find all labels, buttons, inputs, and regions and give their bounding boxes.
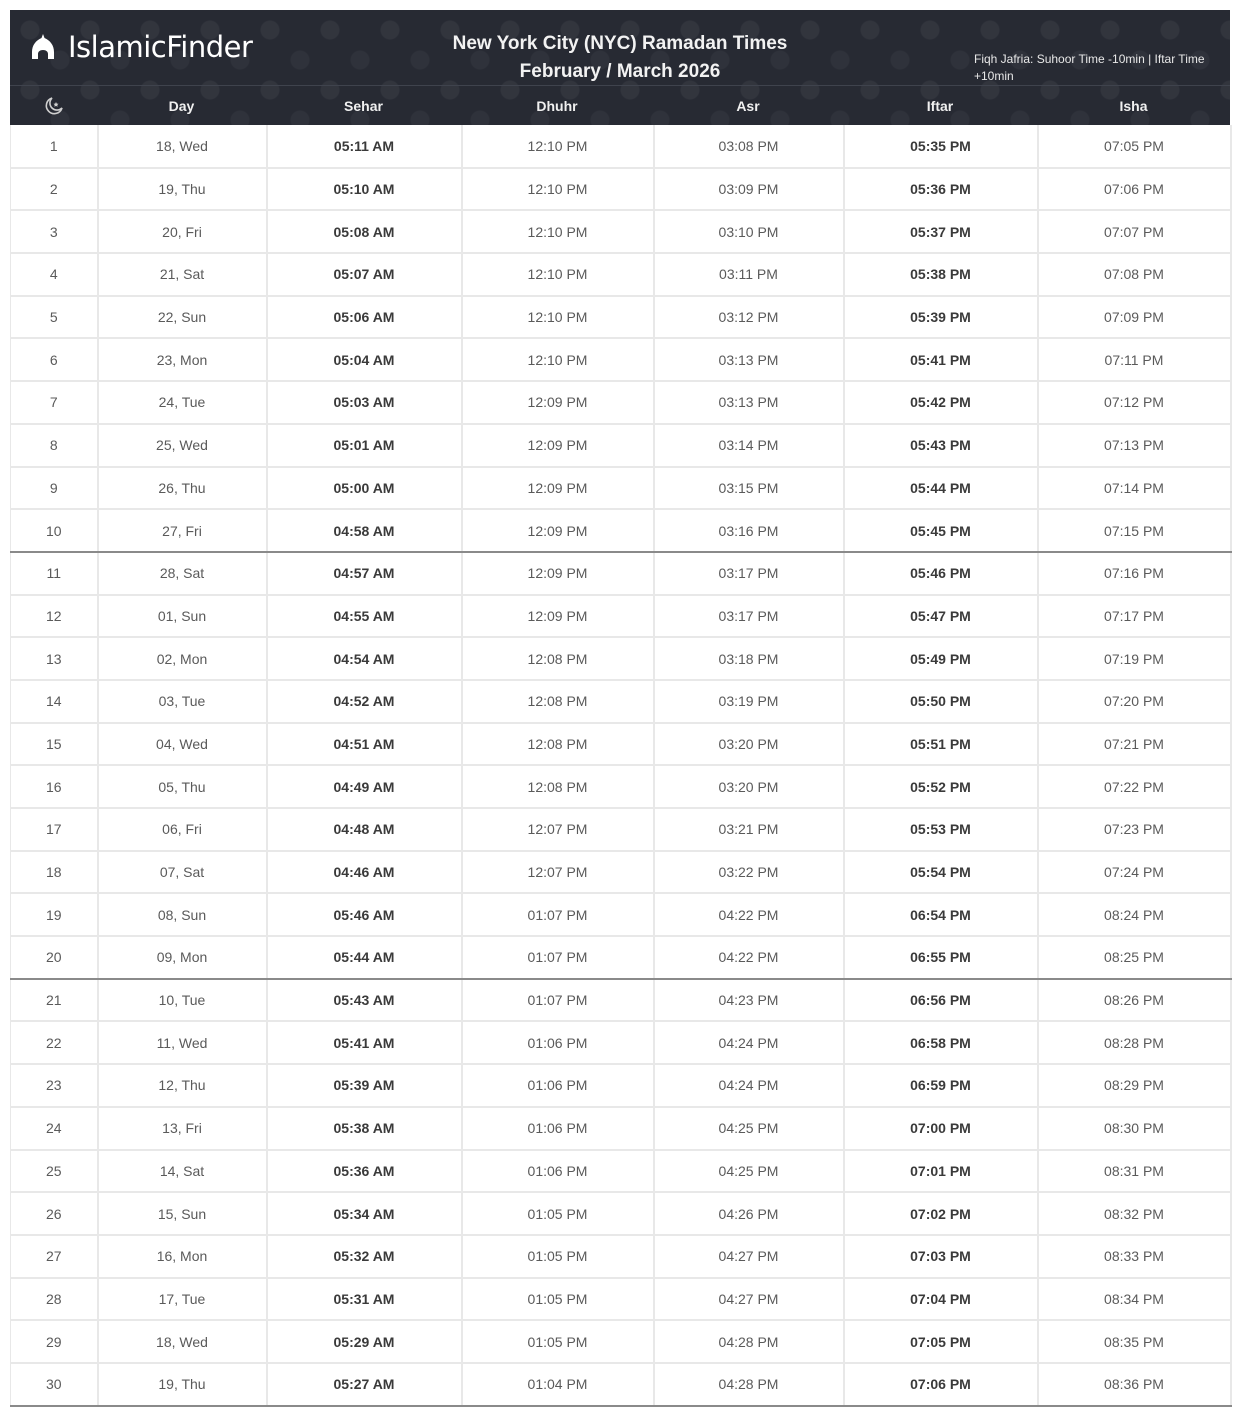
asr-time: 03:20 PM <box>654 765 844 808</box>
iftar-time: 07:06 PM <box>844 1363 1038 1406</box>
table-row <box>11 338 1231 381</box>
asr-time: 03:16 PM <box>654 509 844 552</box>
calendar-day: 25, Wed <box>98 424 267 467</box>
iftar-time: 05:49 PM <box>844 637 1038 680</box>
ramadan-day-number: 9 <box>11 467 98 510</box>
sehar-time: 04:51 AM <box>267 723 462 766</box>
isha-time: 07:20 PM <box>1038 680 1231 723</box>
ramadan-day-number: 1 <box>11 125 98 168</box>
page-title <box>420 30 820 86</box>
asr-time: 03:09 PM <box>654 168 844 211</box>
sehar-time: 05:39 AM <box>267 1064 462 1107</box>
table-row <box>11 1107 1231 1150</box>
asr-time: 03:19 PM <box>654 680 844 723</box>
asr-time: 04:27 PM <box>654 1278 844 1321</box>
column-header-dhuhr: Dhuhr <box>536 97 578 114</box>
isha-time: 07:05 PM <box>1038 125 1231 168</box>
timetable-body <box>11 125 1231 1406</box>
iftar-time: 07:01 PM <box>844 1150 1038 1193</box>
dhuhr-time: 01:07 PM <box>462 893 654 936</box>
isha-time: 07:19 PM <box>1038 637 1231 680</box>
column-header-sehar: Sehar <box>344 97 383 114</box>
sehar-time: 05:36 AM <box>267 1150 462 1193</box>
table-row <box>11 1235 1231 1278</box>
ramadan-day-number: 26 <box>11 1192 98 1235</box>
table-row <box>11 381 1231 424</box>
isha-time: 08:26 PM <box>1038 979 1231 1022</box>
isha-time: 08:30 PM <box>1038 1107 1231 1150</box>
calendar-day: 03, Tue <box>98 680 267 723</box>
dhuhr-time: 12:09 PM <box>462 509 654 552</box>
dhuhr-time: 12:09 PM <box>462 467 654 510</box>
asr-time: 03:13 PM <box>654 338 844 381</box>
dhuhr-time: 12:09 PM <box>462 595 654 638</box>
ramadan-day-number: 8 <box>11 424 98 467</box>
sehar-time: 05:04 AM <box>267 338 462 381</box>
fiqh-note: Fiqh Jafria: Suhoor Time -10min | Iftar Time +10min <box>974 52 1205 83</box>
ramadan-day-number: 19 <box>11 893 98 936</box>
column-header-asr: Asr <box>736 97 760 114</box>
dhuhr-time: 12:10 PM <box>462 125 654 168</box>
iftar-time: 06:54 PM <box>844 893 1038 936</box>
ramadan-day-number: 6 <box>11 338 98 381</box>
dhuhr-time: 01:06 PM <box>462 1021 654 1064</box>
dhuhr-time: 01:04 PM <box>462 1363 654 1406</box>
asr-time: 03:15 PM <box>654 467 844 510</box>
iftar-time: 05:52 PM <box>844 765 1038 808</box>
asr-time: 04:27 PM <box>654 1235 844 1278</box>
table-row <box>11 1192 1231 1235</box>
table-row <box>11 552 1231 595</box>
iftar-time: 05:35 PM <box>844 125 1038 168</box>
ramadan-day-number: 28 <box>11 1278 98 1321</box>
sehar-time: 04:55 AM <box>267 595 462 638</box>
isha-time: 07:22 PM <box>1038 765 1231 808</box>
asr-time: 03:22 PM <box>654 851 844 894</box>
table-row <box>11 1150 1231 1193</box>
iftar-time: 07:02 PM <box>844 1192 1038 1235</box>
dhuhr-time: 01:06 PM <box>462 1064 654 1107</box>
calendar-day: 01, Sun <box>98 595 267 638</box>
ramadan-day-number: 4 <box>11 253 98 296</box>
dhuhr-time: 12:10 PM <box>462 296 654 339</box>
calendar-day: 11, Wed <box>98 1021 267 1064</box>
ramadan-day-number: 15 <box>11 723 98 766</box>
sehar-time: 05:10 AM <box>267 168 462 211</box>
iftar-time: 06:58 PM <box>844 1021 1038 1064</box>
column-header-day: Day <box>168 97 195 114</box>
asr-time: 04:25 PM <box>654 1150 844 1193</box>
isha-time: 07:14 PM <box>1038 467 1231 510</box>
iftar-time: 06:59 PM <box>844 1064 1038 1107</box>
brand-logo <box>28 30 252 64</box>
calendar-day: 09, Mon <box>98 936 267 979</box>
asr-time: 04:28 PM <box>654 1320 844 1363</box>
column-header-icon <box>10 96 97 116</box>
isha-time: 08:33 PM <box>1038 1235 1231 1278</box>
table-row <box>11 1064 1231 1107</box>
ramadan-day-number: 16 <box>11 765 98 808</box>
asr-time: 03:14 PM <box>654 424 844 467</box>
dhuhr-time: 12:09 PM <box>462 381 654 424</box>
asr-time: 04:23 PM <box>654 979 844 1022</box>
table-row <box>11 723 1231 766</box>
isha-time: 07:24 PM <box>1038 851 1231 894</box>
isha-time: 07:21 PM <box>1038 723 1231 766</box>
sehar-time: 05:41 AM <box>267 1021 462 1064</box>
header-top <box>10 10 1230 86</box>
ramadan-day-number: 11 <box>11 552 98 595</box>
asr-time: 04:28 PM <box>654 1363 844 1406</box>
asr-time: 03:13 PM <box>654 381 844 424</box>
ramadan-day-number: 21 <box>11 979 98 1022</box>
calendar-day: 12, Thu <box>98 1064 267 1107</box>
calendar-day: 19, Thu <box>98 168 267 211</box>
timetable <box>10 125 1232 1407</box>
dhuhr-time: 12:10 PM <box>462 338 654 381</box>
table-row <box>11 125 1231 168</box>
dhuhr-time: 12:08 PM <box>462 637 654 680</box>
iftar-time: 06:56 PM <box>844 979 1038 1022</box>
sehar-time: 05:44 AM <box>267 936 462 979</box>
dhuhr-time: 01:06 PM <box>462 1107 654 1150</box>
iftar-time: 07:05 PM <box>844 1320 1038 1363</box>
table-row <box>11 893 1231 936</box>
sehar-time: 05:43 AM <box>267 979 462 1022</box>
crescent-moon-icon <box>44 96 64 116</box>
asr-time: 04:24 PM <box>654 1021 844 1064</box>
table-row <box>11 765 1231 808</box>
asr-time: 03:17 PM <box>654 552 844 595</box>
sehar-time: 05:27 AM <box>267 1363 462 1406</box>
isha-time: 07:23 PM <box>1038 808 1231 851</box>
calendar-day: 07, Sat <box>98 851 267 894</box>
ramadan-day-number: 18 <box>11 851 98 894</box>
isha-time: 07:07 PM <box>1038 210 1231 253</box>
ramadan-day-number: 20 <box>11 936 98 979</box>
sehar-time: 05:01 AM <box>267 424 462 467</box>
isha-time: 08:32 PM <box>1038 1192 1231 1235</box>
ramadan-day-number: 22 <box>11 1021 98 1064</box>
ramadan-day-number: 5 <box>11 296 98 339</box>
asr-time: 04:25 PM <box>654 1107 844 1150</box>
isha-time: 07:16 PM <box>1038 552 1231 595</box>
dhuhr-time: 01:05 PM <box>462 1278 654 1321</box>
sehar-time: 05:29 AM <box>267 1320 462 1363</box>
calendar-day: 16, Mon <box>98 1235 267 1278</box>
column-headers <box>10 86 1230 125</box>
dhuhr-time: 12:08 PM <box>462 765 654 808</box>
calendar-day: 22, Sun <box>98 296 267 339</box>
table-row <box>11 296 1231 339</box>
isha-time: 08:35 PM <box>1038 1320 1231 1363</box>
calendar-day: 08, Sun <box>98 893 267 936</box>
iftar-time: 05:47 PM <box>844 595 1038 638</box>
ramadan-day-number: 13 <box>11 637 98 680</box>
ramadan-day-number: 12 <box>11 595 98 638</box>
calendar-day: 28, Sat <box>98 552 267 595</box>
sehar-time: 05:11 AM <box>267 125 462 168</box>
isha-time: 07:09 PM <box>1038 296 1231 339</box>
table-row <box>11 424 1231 467</box>
iftar-time: 07:00 PM <box>844 1107 1038 1150</box>
ramadan-day-number: 2 <box>11 168 98 211</box>
ramadan-day-number: 14 <box>11 680 98 723</box>
isha-time: 07:06 PM <box>1038 168 1231 211</box>
column-header-isha: Isha <box>1119 97 1148 114</box>
iftar-time: 05:54 PM <box>844 851 1038 894</box>
iftar-time: 05:39 PM <box>844 296 1038 339</box>
ramadan-day-number: 30 <box>11 1363 98 1406</box>
calendar-day: 06, Fri <box>98 808 267 851</box>
sehar-time: 04:52 AM <box>267 680 462 723</box>
isha-time: 08:25 PM <box>1038 936 1231 979</box>
dhuhr-time: 12:10 PM <box>462 168 654 211</box>
ramadan-day-number: 27 <box>11 1235 98 1278</box>
calendar-day: 19, Thu <box>98 1363 267 1406</box>
sehar-time: 04:49 AM <box>267 765 462 808</box>
iftar-time: 07:03 PM <box>844 1235 1038 1278</box>
table-row <box>11 509 1231 552</box>
table-row <box>11 210 1231 253</box>
asr-time: 03:08 PM <box>654 125 844 168</box>
table-row <box>11 936 1231 979</box>
iftar-time: 05:36 PM <box>844 168 1038 211</box>
asr-time: 03:17 PM <box>654 595 844 638</box>
table-row <box>11 1320 1231 1363</box>
iftar-time: 05:44 PM <box>844 467 1038 510</box>
isha-time: 07:08 PM <box>1038 253 1231 296</box>
dhuhr-time: 01:05 PM <box>462 1320 654 1363</box>
asr-time: 04:24 PM <box>654 1064 844 1107</box>
sehar-time: 05:00 AM <box>267 467 462 510</box>
iftar-time: 05:37 PM <box>844 210 1038 253</box>
calendar-day: 26, Thu <box>98 467 267 510</box>
table-row <box>11 851 1231 894</box>
calendar-day: 02, Mon <box>98 637 267 680</box>
calendar-day: 15, Sun <box>98 1192 267 1235</box>
title-months: February / March 2026 <box>519 61 721 82</box>
ramadan-day-number: 25 <box>11 1150 98 1193</box>
ramadan-day-number: 23 <box>11 1064 98 1107</box>
brand-name: IslamicFinder <box>68 30 253 64</box>
dhuhr-time: 12:08 PM <box>462 723 654 766</box>
calendar-day: 17, Tue <box>98 1278 267 1321</box>
sehar-time: 05:07 AM <box>267 253 462 296</box>
dhuhr-time: 12:07 PM <box>462 851 654 894</box>
isha-time: 07:12 PM <box>1038 381 1231 424</box>
iftar-time: 05:41 PM <box>844 338 1038 381</box>
calendar-day: 18, Wed <box>98 125 267 168</box>
ramadan-day-number: 10 <box>11 509 98 552</box>
asr-time: 03:21 PM <box>654 808 844 851</box>
sehar-time: 05:32 AM <box>267 1235 462 1278</box>
calendar-day: 13, Fri <box>98 1107 267 1150</box>
iftar-time: 05:45 PM <box>844 509 1038 552</box>
isha-time: 07:11 PM <box>1038 338 1231 381</box>
iftar-time: 07:04 PM <box>844 1278 1038 1321</box>
column-header-iftar: Iftar <box>926 97 954 114</box>
table-row <box>11 979 1231 1022</box>
table-row <box>11 467 1231 510</box>
isha-time: 08:29 PM <box>1038 1064 1231 1107</box>
table-row <box>11 637 1231 680</box>
calendar-day: 04, Wed <box>98 723 267 766</box>
ramadan-day-number: 24 <box>11 1107 98 1150</box>
dhuhr-time: 01:07 PM <box>462 936 654 979</box>
iftar-time: 05:50 PM <box>844 680 1038 723</box>
isha-time: 07:15 PM <box>1038 509 1231 552</box>
sehar-time: 04:57 AM <box>267 552 462 595</box>
calendar-day: 18, Wed <box>98 1320 267 1363</box>
mosque-dome-icon <box>28 32 58 62</box>
isha-time: 08:31 PM <box>1038 1150 1231 1193</box>
iftar-time: 06:55 PM <box>844 936 1038 979</box>
iftar-time: 05:51 PM <box>844 723 1038 766</box>
ramadan-timetable <box>10 10 1230 1407</box>
asr-time: 04:22 PM <box>654 893 844 936</box>
isha-time: 07:17 PM <box>1038 595 1231 638</box>
ramadan-day-number: 29 <box>11 1320 98 1363</box>
timetable-header <box>10 10 1230 125</box>
table-row <box>11 1363 1231 1406</box>
table-row <box>11 1021 1231 1064</box>
asr-time: 04:26 PM <box>654 1192 844 1235</box>
sehar-time: 05:38 AM <box>267 1107 462 1150</box>
dhuhr-time: 12:08 PM <box>462 680 654 723</box>
isha-time: 07:13 PM <box>1038 424 1231 467</box>
dhuhr-time: 01:05 PM <box>462 1235 654 1278</box>
dhuhr-time: 12:10 PM <box>462 253 654 296</box>
sehar-time: 05:46 AM <box>267 893 462 936</box>
dhuhr-time: 12:09 PM <box>462 424 654 467</box>
calendar-day: 10, Tue <box>98 979 267 1022</box>
sehar-time: 05:08 AM <box>267 210 462 253</box>
calendar-day: 14, Sat <box>98 1150 267 1193</box>
sehar-time: 04:48 AM <box>267 808 462 851</box>
iftar-time: 05:42 PM <box>844 381 1038 424</box>
asr-time: 03:10 PM <box>654 210 844 253</box>
table-row <box>11 1278 1231 1321</box>
iftar-time: 05:53 PM <box>844 808 1038 851</box>
sehar-time: 05:31 AM <box>267 1278 462 1321</box>
calendar-day: 05, Thu <box>98 765 267 808</box>
calendar-day: 21, Sat <box>98 253 267 296</box>
dhuhr-time: 12:09 PM <box>462 552 654 595</box>
sehar-time: 04:58 AM <box>267 509 462 552</box>
isha-time: 08:24 PM <box>1038 893 1231 936</box>
table-row <box>11 253 1231 296</box>
ramadan-day-number: 3 <box>11 210 98 253</box>
asr-time: 03:18 PM <box>654 637 844 680</box>
sehar-time: 04:46 AM <box>267 851 462 894</box>
asr-time: 03:11 PM <box>654 253 844 296</box>
sehar-time: 05:34 AM <box>267 1192 462 1235</box>
dhuhr-time: 01:05 PM <box>462 1192 654 1235</box>
calendar-day: 24, Tue <box>98 381 267 424</box>
dhuhr-time: 12:07 PM <box>462 808 654 851</box>
ramadan-day-number: 17 <box>11 808 98 851</box>
table-row <box>11 168 1231 211</box>
isha-time: 08:28 PM <box>1038 1021 1231 1064</box>
calendar-day: 27, Fri <box>98 509 267 552</box>
title-city: New York City (NYC) Ramadan Times <box>452 33 788 54</box>
table-row <box>11 680 1231 723</box>
asr-time: 03:20 PM <box>654 723 844 766</box>
calendar-day: 20, Fri <box>98 210 267 253</box>
dhuhr-time: 01:06 PM <box>462 1150 654 1193</box>
asr-time: 04:22 PM <box>654 936 844 979</box>
isha-time: 08:34 PM <box>1038 1278 1231 1321</box>
sehar-time: 05:06 AM <box>267 296 462 339</box>
dhuhr-time: 01:07 PM <box>462 979 654 1022</box>
table-row <box>11 808 1231 851</box>
table-row <box>11 595 1231 638</box>
iftar-time: 05:46 PM <box>844 552 1038 595</box>
iftar-time: 05:43 PM <box>844 424 1038 467</box>
isha-time: 08:36 PM <box>1038 1363 1231 1406</box>
asr-time: 03:12 PM <box>654 296 844 339</box>
ramadan-day-number: 7 <box>11 381 98 424</box>
calendar-day: 23, Mon <box>98 338 267 381</box>
sehar-time: 05:03 AM <box>267 381 462 424</box>
sehar-time: 04:54 AM <box>267 637 462 680</box>
dhuhr-time: 12:10 PM <box>462 210 654 253</box>
iftar-time: 05:38 PM <box>844 253 1038 296</box>
